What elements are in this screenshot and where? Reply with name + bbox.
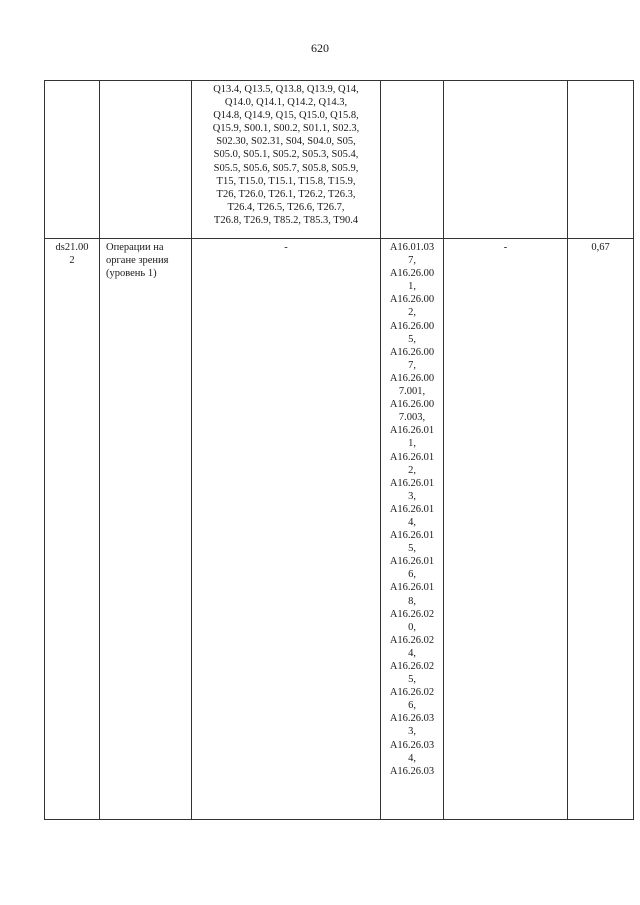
group-name-cell: Операции на органе зрения (уровень 1) <box>100 239 192 820</box>
group-name-cell <box>100 81 192 239</box>
additional-criterion-cell <box>444 81 568 239</box>
additional-criterion-cell: - <box>444 239 568 820</box>
tariff-table <box>44 80 610 820</box>
service-codes-cell <box>381 81 444 239</box>
data-table <box>44 80 634 820</box>
page-number: 620 <box>311 41 329 55</box>
group-code-cell: ds21.00 2 <box>45 239 100 820</box>
service-codes-cell: A16.01.03 7, A16.26.00 1, A16.26.00 2, A16.26.00 5, A16.26.00 7, A16.26.00 7.001, A16.26.00 7.003, A16.26.01 1, A16.26.01 2, A16.26.01 3, A16.26.01 4, A16.26.01 5, A16.26.01 6, A16.26.01 8, A16.26.02 0, A16.26.02 4, A16.26.02 5, A16.26.02 6, A16.26.03 3, A16.26.03 4, A16.26.03 <box>381 239 444 820</box>
table-row <box>45 81 634 239</box>
diagnosis-codes-cell: - <box>192 239 381 820</box>
coefficient-cell <box>568 81 634 239</box>
coefficient-cell: 0,67 <box>568 239 634 820</box>
diagnosis-codes-cell: Q13.4, Q13.5, Q13.8, Q13.9, Q14, Q14.0, Q14.1, Q14.2, Q14.3, Q14.8, Q14.9, Q15, Q15.0, Q15.8, Q15.9, S00.1, S00.2, S01.1, S02.3, S02.30, S02.31, S04, S04.0, S05, S05.0, S05.1, S05.2, S05.3, S05.4, S05.5, S05.6, S05.7, S05.8, S05.9, T15, T15.0, T15.1, T15.8, T15.9, T26, T26.0, T26.1, T26.2, T26.3, T26.4, T26.5, T26.6, T26.7, T26.8, T26.9, T85.2, T85.3, T90.4 <box>192 81 381 239</box>
group-code-cell <box>45 81 100 239</box>
table-row <box>45 239 634 820</box>
